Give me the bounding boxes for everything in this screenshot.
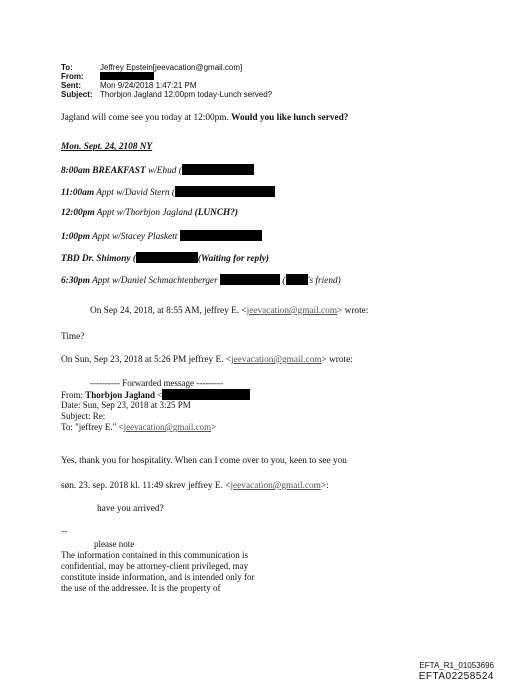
schedule-item — [61, 208, 238, 218]
reply-text: > wrote: — [321, 355, 353, 365]
fwd-to-label: To: "jeffrey E." < — [61, 422, 124, 432]
yes-line: Yes, thank you for hospitality. When can I come over to you, keen to see you — [61, 456, 347, 466]
schedule-desc: Appt w/Stacey Plaskett — [89, 232, 180, 242]
time-question: Time? — [61, 332, 85, 342]
fwd-to-suffix: > — [211, 422, 217, 432]
fwd-to — [61, 422, 216, 432]
footer-id-2: EFTA02258524 — [418, 671, 494, 682]
disclaimer — [61, 550, 254, 594]
from-label: From: — [61, 72, 84, 81]
redaction-bar — [286, 274, 308, 285]
schedule-time: 6:30pm — [61, 276, 90, 286]
sent-value: Mon 9/24/2018 1:47:21 PM — [100, 81, 197, 90]
schedule-desc: w/Ehud ( — [145, 166, 182, 176]
fwd-subject: Subject: Re: — [61, 411, 106, 421]
schedule-date: Mon. Sept. 24, 2108 NY — [61, 142, 153, 152]
sig-dashes: -- — [61, 527, 68, 537]
intro-text: Jagland will come see you today at 12:00pm. — [61, 113, 229, 123]
fwd-from — [61, 389, 250, 400]
intro-question: Would you like lunch served? — [231, 113, 349, 123]
reply-header-2 — [61, 355, 353, 365]
intro-line — [61, 113, 348, 123]
forwarded-divider: ---------- Forwarded message --------- — [90, 378, 224, 388]
disclaimer-line: confidential, may be attorney-client privileged, may — [61, 561, 249, 571]
redaction-bar — [220, 274, 280, 285]
reply-header-1 — [90, 306, 368, 316]
schedule-extra: (LUNCH?) — [194, 208, 239, 218]
reply-text: > wrote: — [337, 306, 369, 316]
schedule-item — [61, 230, 262, 242]
redaction-bar — [100, 72, 154, 80]
redaction-bar — [175, 186, 275, 197]
email-link[interactable]: jeevacation@gmail.com — [246, 306, 338, 316]
email-header — [61, 63, 361, 103]
disclaimer-line: constitute inside information, and is intended only for — [61, 572, 255, 582]
redaction-bar — [180, 230, 262, 241]
schedule-item — [61, 164, 254, 176]
fwd-from-name: Thorbjon Jagland — [85, 390, 156, 400]
schedule-item — [61, 186, 275, 198]
son-line — [61, 481, 329, 491]
schedule-desc: Appt w/Thorbjon Jagland — [94, 208, 195, 218]
schedule-item — [61, 252, 269, 264]
to-value: Jeffrey Epstein[jeevacation@gmail.com] — [100, 63, 243, 72]
schedule-desc: Appt w/Daniel Schmachtenberger — [89, 276, 221, 286]
fwd-from-label: From: — [61, 390, 86, 400]
schedule-time: TBD Dr. Shimony ( — [61, 254, 136, 264]
please-note: please note — [94, 539, 135, 549]
redaction-bar — [162, 389, 250, 400]
son-text: søn. 23. sep. 2018 kl. 11:49 skrev jeffrey E. < — [61, 481, 231, 491]
reply-text: On Sun, Sep 23, 2018 at 5:26 PM jeffrey E. < — [61, 355, 232, 365]
schedule-time: 11:00am — [61, 188, 95, 198]
disclaimer-line: The information contained in this communication is — [61, 550, 248, 560]
son-text: >: — [320, 481, 329, 491]
schedule-time: 12:00pm — [61, 208, 95, 218]
subject-label: Subject: — [61, 90, 93, 99]
schedule-time: 8:00am BREAKFAST — [61, 166, 146, 176]
sent-label: Sent: — [61, 81, 81, 90]
schedule-item — [61, 274, 341, 286]
reply-text: On Sep 24, 2018, at 8:55 AM, jeffrey E. < — [90, 306, 247, 316]
email-link[interactable]: jeevacation@gmail.com — [231, 355, 322, 365]
schedule-extra: (Waiting for reply) — [197, 254, 270, 264]
email-link[interactable]: jeevacation@gmail.com — [230, 481, 321, 491]
schedule-desc: Appt w/David Stern ( — [94, 188, 175, 198]
schedule-tail: 's friend) — [307, 276, 341, 286]
schedule-mid: ( — [282, 276, 286, 286]
disclaimer-line: the use of the addressee. It is the property of — [61, 583, 221, 593]
arrived-line: have you arrived? — [97, 504, 164, 514]
redaction-bar — [136, 252, 198, 263]
to-label: To: — [61, 63, 73, 72]
fwd-from-tail: < — [155, 390, 163, 400]
email-link[interactable]: jeevacation@gmail.com — [123, 422, 212, 432]
subject-value: Thorbjon Jagland 12:00pm today-Lunch served? — [100, 90, 273, 99]
schedule-time: 1:00pm — [61, 232, 90, 242]
redaction-bar — [182, 164, 254, 175]
fwd-date: Date: Sun, Sep 23, 2018 at 3:25 PM — [61, 400, 191, 410]
footer-id-1: EFTA_R1_01053696 — [419, 661, 494, 670]
